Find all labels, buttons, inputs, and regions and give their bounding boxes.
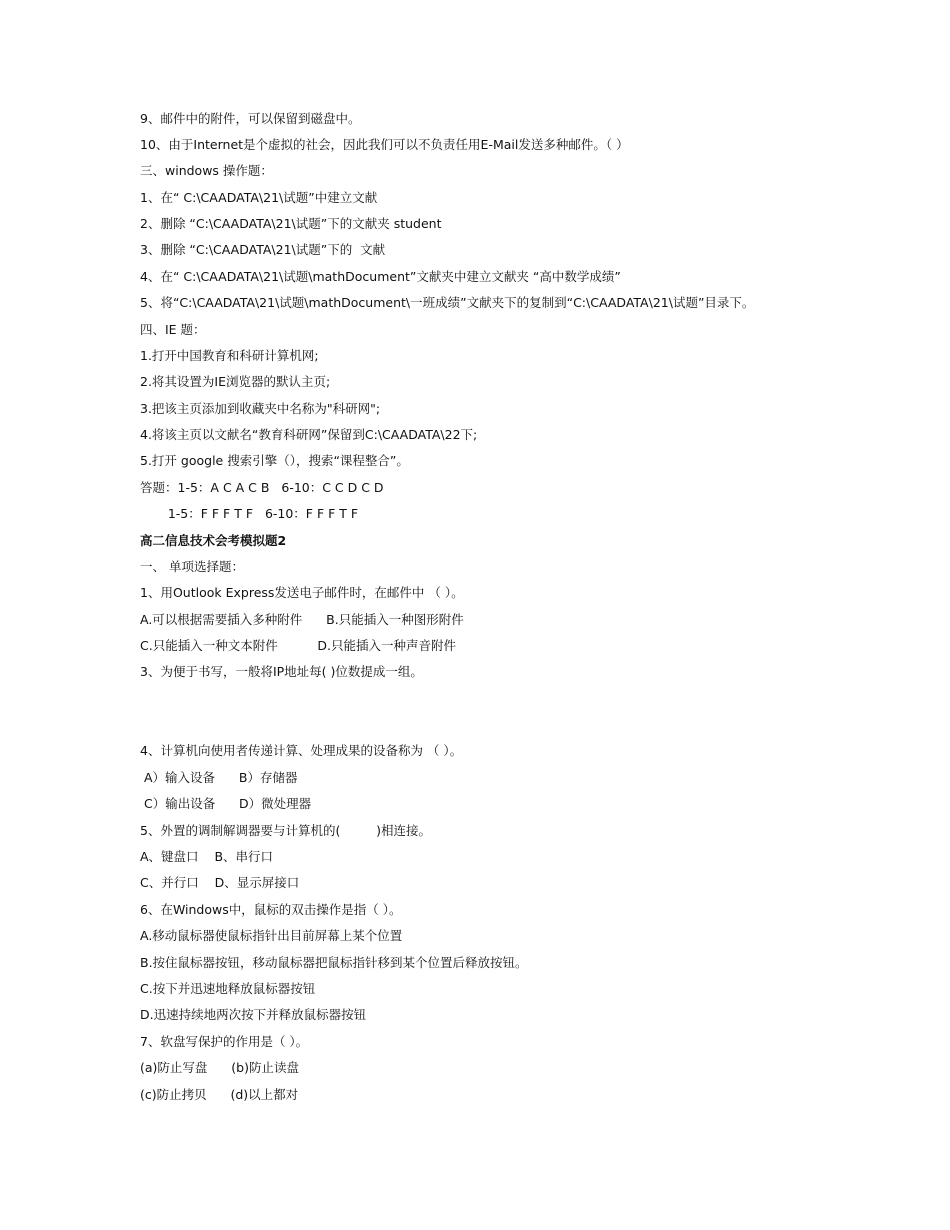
option-line: A.移动鼠标器使鼠标指针出目前屏幕上某个位置 <box>140 928 403 943</box>
answer-line: 1-5：F F F T F 6-10：F F F T F <box>140 506 359 521</box>
text-line: 2.将其设置为IE浏览器的默认主页; <box>140 374 331 389</box>
doc-title: 高二信息技术会考模拟题2 <box>140 533 287 548</box>
option-line: A.可以根据需要插入多种附件 B.只能插入一种图形附件 <box>140 612 464 627</box>
text-line: 4、在“ C:\CAADATA\21\试题\mathDocument”文献夹中建立文献夹 “高中数学成绩” <box>140 269 621 284</box>
option-line: A）输入设备 B）存储器 <box>140 770 298 785</box>
text-line: 5.打开 google 搜索引擎（），搜索“课程整合”。 <box>140 453 409 468</box>
option-line: (a)防止写盘 (b)防止读盘 <box>140 1060 299 1075</box>
option-line: C.只能插入一种文本附件 D.只能插入一种声音附件 <box>140 638 457 653</box>
text-line: 3、删除 “C:\CAADATA\21\试题”下的 文献 <box>140 242 386 257</box>
text-line: 5、将“C:\CAADATA\21\试题\mathDocument\一班成绩”文献夹下的复制到“C:\CAADATA\21\试题”目录下。 <box>140 295 755 310</box>
text-line: 10、由于Internet是个虚拟的社会，因此我们可以不负责任用E-Mail发送多种邮件。（ ） <box>140 137 629 152</box>
text-line: 3.把该主页添加到收藏夹中名称为"科研网"; <box>140 401 381 416</box>
option-line: D.迅速持续地两次按下并释放鼠标器按钮 <box>140 1007 367 1022</box>
option-line: C）输出设备 D）微处理器 <box>140 796 312 811</box>
answer-line: 答题：1-5：A C A C B 6-10：C C D C D <box>140 480 384 495</box>
text-line: 1.打开中国教育和科研计算机网; <box>140 348 319 363</box>
section-heading: 一、 单项选择题： <box>140 559 244 574</box>
option-line: B.按住鼠标器按钮，移动鼠标器把鼠标指针移到某个位置后释放按钮。 <box>140 955 528 970</box>
question-line: 3、为便于书写，一般将IP地址每( )位数提成一组。 <box>140 664 423 679</box>
text-line: 1、在“ C:\CAADATA\21\试题”中建立文献 <box>140 190 378 205</box>
option-line: C、并行口 D、显示屏接口 <box>140 875 300 890</box>
question-line: 7、软盘写保护的作用是（ ）。 <box>140 1034 309 1049</box>
text-line: 9、邮件中的附件，可以保留到磁盘中。 <box>140 111 361 126</box>
option-line: C.按下并迅速地释放鼠标器按钮 <box>140 981 316 996</box>
text-line: 4.将该主页以文献名“教育科研网”保留到C:\CAADATA\22下; <box>140 427 478 442</box>
section-heading: 三、windows 操作题： <box>140 163 273 178</box>
question-line: 4、计算机向使用者传递计算、处理成果的设备称为 （ ）。 <box>140 743 463 758</box>
section-heading: 四、IE 题： <box>140 322 206 337</box>
option-line: A、键盘口 B、串行口 <box>140 849 274 864</box>
question-line: 5、外置的调制解调器要与计算机的( )相连接。 <box>140 823 431 838</box>
question-line: 1、用Outlook Express发送电子邮件时，在邮件中 （ ）。 <box>140 585 464 600</box>
option-line: (c)防止拷贝 (d)以上都对 <box>140 1087 299 1102</box>
question-line: 6、在Windows中，鼠标的双击操作是指（ ）。 <box>140 902 402 917</box>
text-line: 2、删除 “C:\CAADATA\21\试题”下的文献夹 student <box>140 216 442 231</box>
